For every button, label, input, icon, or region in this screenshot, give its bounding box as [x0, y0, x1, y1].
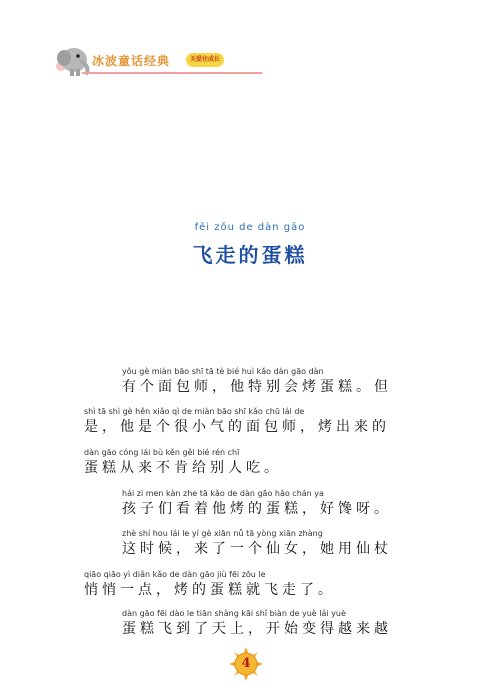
line-pinyin: dàn gāo cóng lái bù kěn gěi bié rén chī [84, 448, 240, 457]
title-pinyin: fēi zǒu de dàn gāo [194, 222, 306, 233]
header-badge: 关爱往成长 [186, 53, 224, 67]
text-line-4 [84, 488, 392, 518]
text-line-7 [84, 608, 392, 638]
line-hanzi: 悄悄一点，烤的蛋糕就飞走了。 [84, 582, 336, 598]
page-number-badge [229, 647, 263, 681]
line-pinyin: hái zi men kàn zhe tā kǎo de dàn gāo hǎo chán ya [122, 489, 324, 498]
text-line-1 [84, 366, 392, 396]
elephant-mascot-icon [52, 40, 92, 80]
line-pinyin: zhè shí hou lái le yí gè xiān nǚ tā yòng xiān zhàng [122, 529, 323, 538]
story-title-block [0, 222, 500, 268]
story-title: 飞走的蛋糕 [192, 243, 308, 267]
page-number: 4 [241, 656, 251, 671]
line-hanzi: 蛋糕飞到了天上，开始变得越来越 [122, 621, 392, 637]
text-line-2 [84, 406, 390, 436]
line-pinyin: shì tā shì gè hěn xiǎo qì de miàn bāo shī kǎo chū lái de [84, 407, 305, 416]
text-line-6 [84, 569, 336, 599]
page-header [52, 40, 262, 84]
line-pinyin: yǒu gè miàn bāo shī tā tè bié huì kǎo dàn gāo dàn [122, 367, 324, 376]
line-hanzi: 这时候，来了一个仙女，她用仙杖 [122, 541, 392, 557]
line-hanzi: 是，他是个很小气的面包师，烤出来的 [84, 419, 390, 435]
line-pinyin: dàn gāo fēi dào le tiān shàng kāi shǐ biàn de yuè lái yuè [122, 609, 346, 618]
header-rule [82, 72, 262, 74]
text-line-3 [84, 447, 282, 477]
line-hanzi: 有个面包师，他特别会烤蛋糕。但 [122, 379, 392, 395]
text-line-5 [84, 528, 392, 558]
line-hanzi: 孩子们看着他烤的蛋糕，好馋呀。 [122, 501, 392, 517]
line-pinyin: qiāo qiāo yì diǎn kǎo de dàn gāo jiù fēi zǒu le [84, 570, 266, 579]
line-hanzi: 蛋糕从来不肯给别人吃。 [84, 460, 282, 476]
series-title: 冰波童话经典 [92, 54, 171, 68]
